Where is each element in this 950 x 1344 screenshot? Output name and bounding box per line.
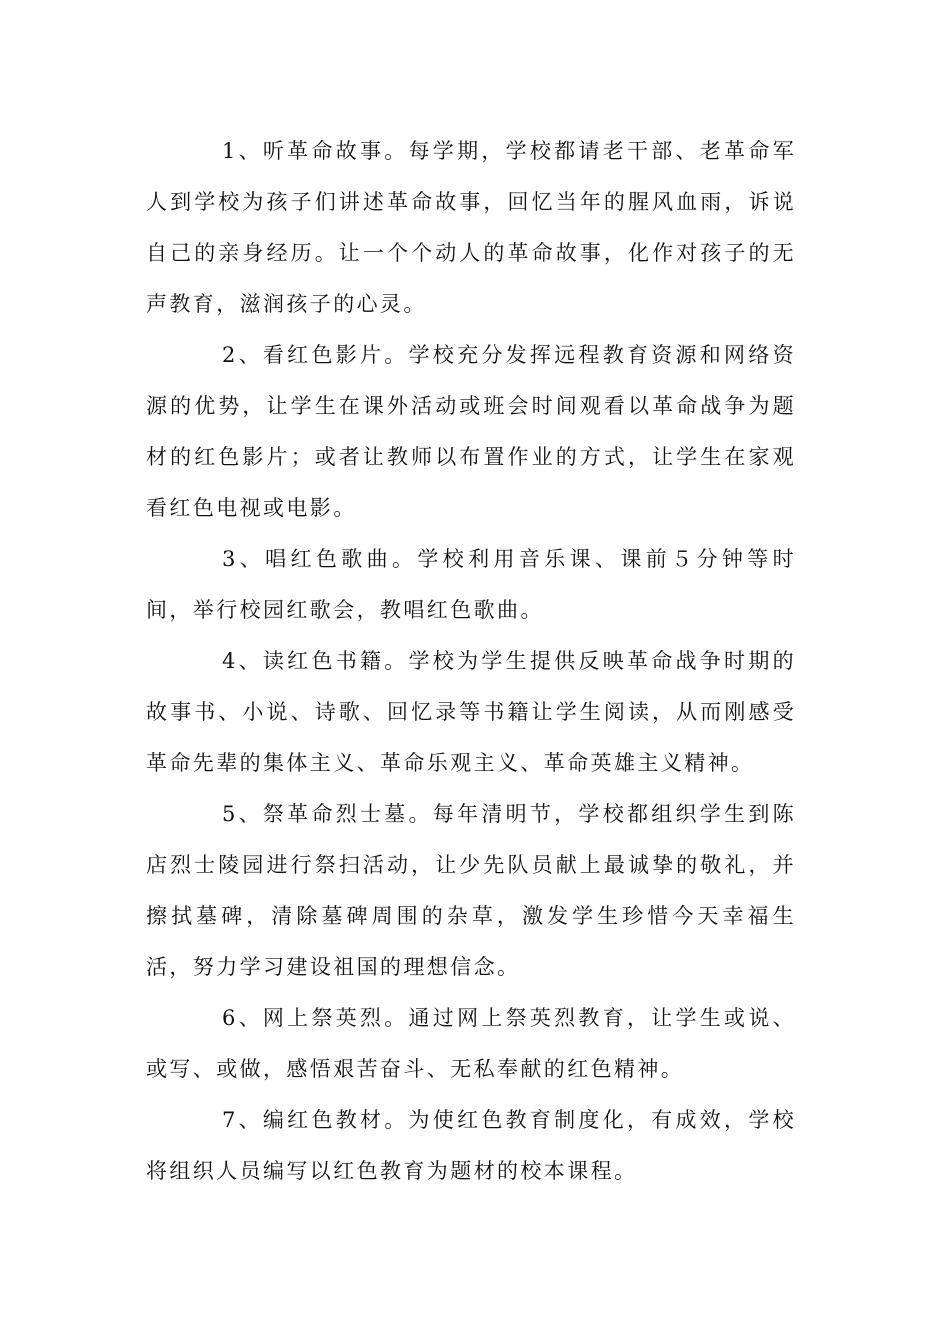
paragraph-4: 4、读红色书籍。学校为学生提供反映革命战争时期的故事书、小说、诗歌、回忆录等书籍让学生阅读，从而刚感受革命先辈的集体主义、革命乐观主义、革命英雄主义精神。	[146, 649, 796, 775]
paragraph-6: 6、网上祭英烈。通过网上祭英烈教育，让学生或说、或写、或做，感悟艰苦奋斗、无私奉献的红色精神。	[146, 1006, 796, 1081]
document-body	[146, 126, 796, 1197]
paragraph-2: 2、看红色影片。学校充分发挥远程教育资源和网络资源的优势，让学生在课外活动或班会时间观看以革命战争为题材的红色影片；或者让教师以布置作业的方式，让学生在家观看红色电视或电影。	[146, 343, 796, 520]
paragraph-5: 5、祭革命烈士墓。每年清明节，学校都组织学生到陈店烈士陵园进行祭扫活动，让少先队员献上最诚挚的敬礼，并擦拭墓碑，清除墓碑周围的杂草，激发学生珍惜今天幸福生活，努力学习建设祖国的理想信念。	[146, 802, 796, 979]
paragraph-1: 1、听革命故事。每学期，学校都请老干部、老革命军人到学校为孩子们讲述革命故事，回忆当年的腥风血雨，诉说自己的亲身经历。让一个个动人的革命故事，化作对孩子的无声教育，滋润孩子的心灵。	[146, 139, 796, 316]
paragraph-7: 7、编红色教材。为使红色教育制度化，有成效，学校将组织人员编写以红色教育为题材的校本课程。	[146, 1108, 796, 1183]
paragraph-3: 3、唱红色歌曲。学校利用音乐课、课前５分钟等时间，举行校园红歌会，教唱红色歌曲。	[146, 547, 796, 622]
